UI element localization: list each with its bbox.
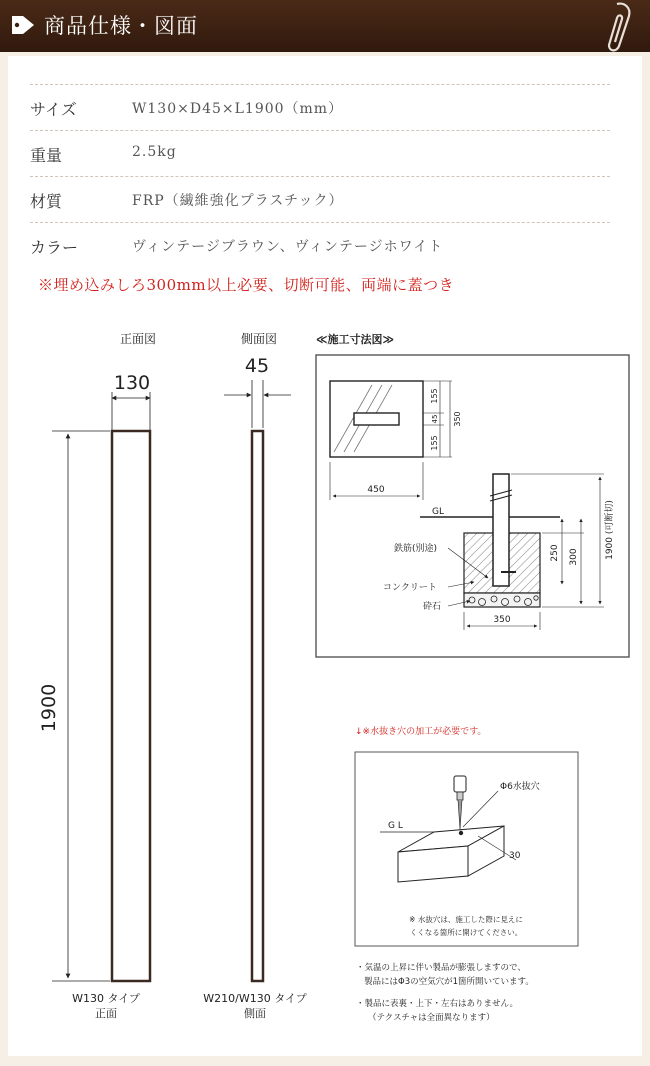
spec-label: サイズ — [30, 100, 77, 119]
spec-value: W130×D45×L1900（mm） — [132, 101, 344, 117]
front-view-post — [112, 431, 150, 981]
width-dimension: 130 — [113, 372, 151, 394]
spec-label: 材質 — [30, 192, 63, 211]
section-dim-250: 250 — [550, 544, 560, 562]
drain-dim-30: 30 — [509, 851, 521, 861]
rebar-label: 鉄筋(別途) — [394, 544, 438, 554]
side-view-post — [252, 431, 263, 981]
plan-dim-45: 45 — [431, 414, 439, 424]
bullet-expansion-2: 製品にはΦ3の空気穴が1箇所開いています。 — [364, 977, 534, 987]
concrete-label: コンクリート — [383, 583, 437, 593]
section-dim-300: 300 — [569, 548, 579, 566]
bullet-expansion-1: ・気温の上昇に伴い製品が膨張しますので、 — [356, 963, 526, 973]
spec-value: ヴィンテージブラウン、ヴィンテージホワイト — [132, 239, 444, 255]
spec-value: FRP（繊維強化プラスチック） — [132, 193, 344, 209]
front-view-title: 正面図 — [119, 332, 157, 346]
drain-box-note-1: ※ 水抜穴は、施工した際に見えに — [409, 915, 523, 924]
plan-dim-350: 350 — [453, 411, 462, 427]
drain-hole-mark — [459, 831, 463, 835]
section-dim-1900: 1900 (可断切) — [605, 500, 615, 560]
side-caption-type: W210/W130 タイプ — [203, 992, 307, 1005]
gl-label: GL — [432, 507, 444, 517]
side-caption-view: 側面 — [244, 1007, 266, 1020]
section-post — [493, 474, 509, 586]
side-view-title: 側面図 — [240, 332, 278, 346]
plan-dim-155-bottom: 155 — [430, 435, 439, 451]
drain-gl-label: G L — [388, 821, 403, 831]
installation-note: ※埋め込みしろ300mm以上必要、切断可能、両端に蓋つき — [38, 276, 455, 294]
drain-box-note-2: くくなる箇所に開けてください。 — [409, 928, 523, 937]
plan-dim-450: 450 — [367, 485, 385, 495]
page-title: 商品仕様・図面 — [44, 14, 198, 38]
spec-value: 2.5kg — [132, 144, 177, 160]
section-dim-350: 350 — [493, 615, 511, 625]
length-dimension: 1900 — [38, 683, 60, 733]
front-caption-view: 正面 — [95, 1007, 117, 1020]
spec-label: カラー — [30, 238, 79, 257]
plan-view-post-slot — [354, 413, 399, 425]
drain-note-title: ↓※水抜き穴の加工が必要です。 — [355, 727, 487, 737]
front-caption-type: W130 タイプ — [72, 992, 140, 1005]
drain-hole-label: Φ6水抜穴 — [500, 782, 540, 792]
depth-dimension: 45 — [244, 355, 270, 377]
bullet-orientation-1: ・製品に表裏・上下・左右はありません。 — [356, 999, 519, 1009]
plan-dim-155-top: 155 — [430, 388, 439, 404]
gravel-label: 砕石 — [423, 602, 442, 612]
bullet-orientation-2: （テクスチャは全面異なります） — [368, 1013, 495, 1023]
spec-label: 重量 — [30, 146, 63, 165]
install-title: ≪施工寸法図≫ — [316, 333, 395, 346]
